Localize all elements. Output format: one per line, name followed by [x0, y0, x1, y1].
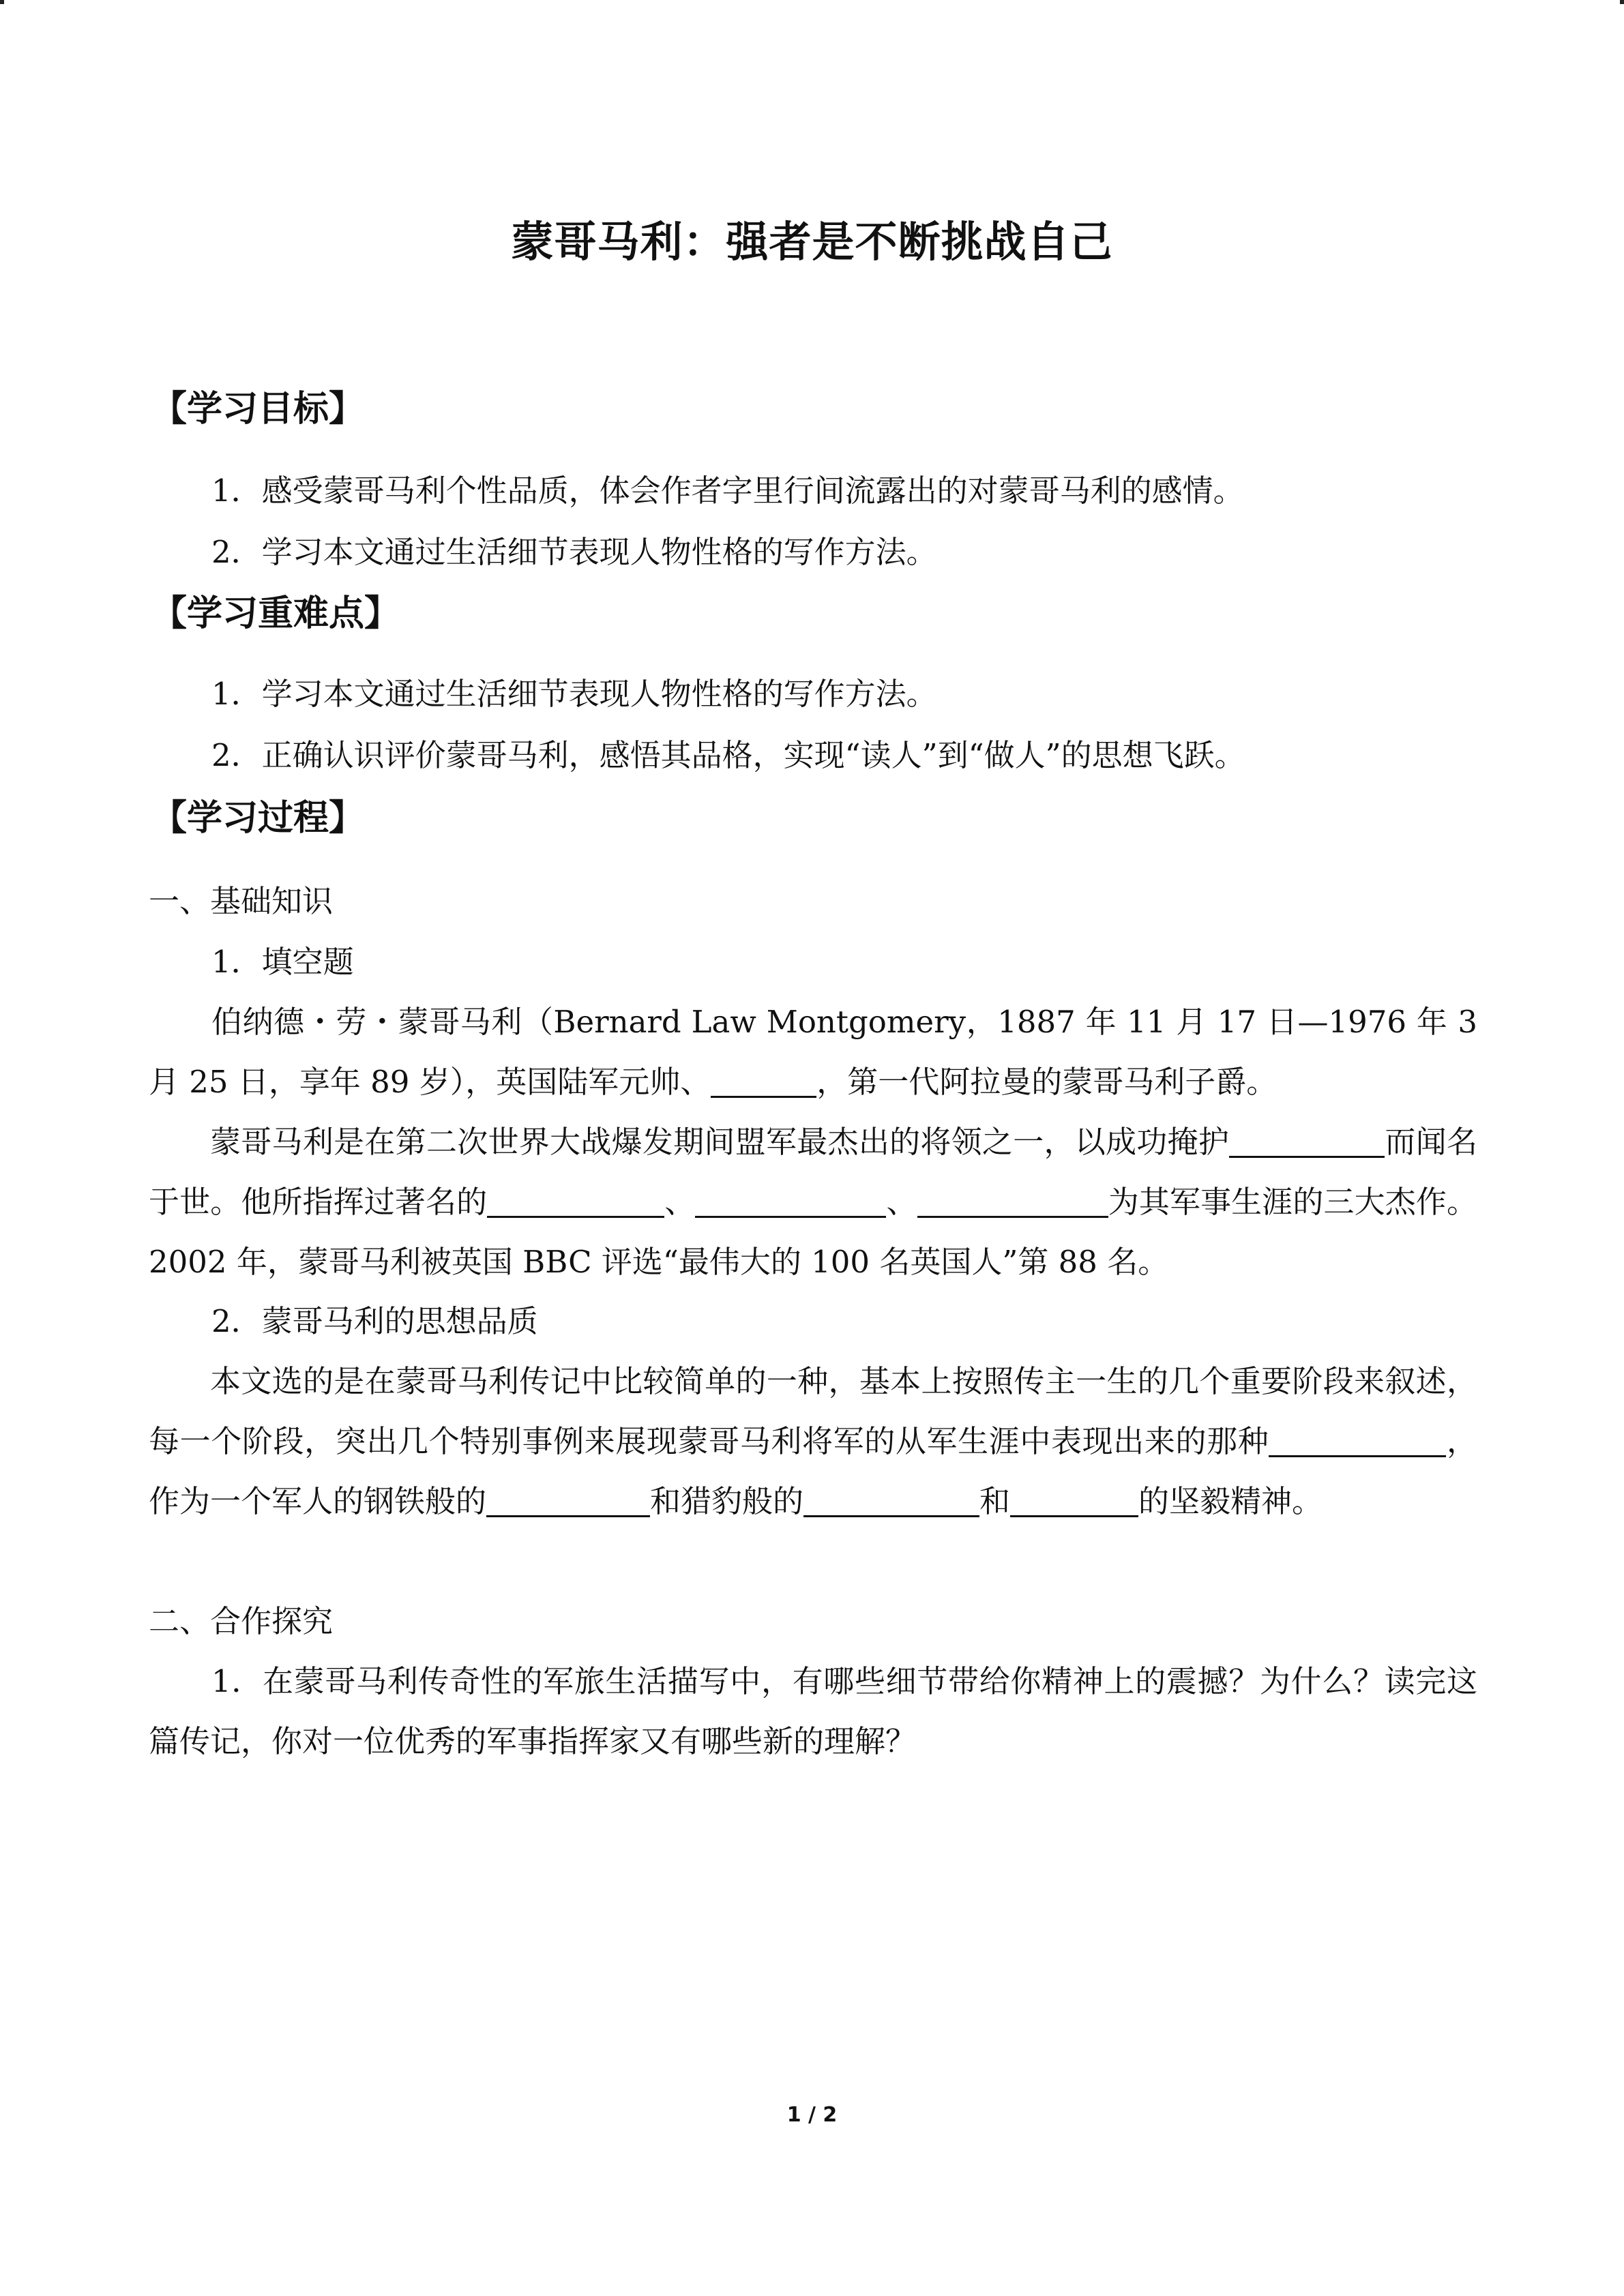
page-title: 蒙哥马利：强者是不断挑战自己: [511, 217, 1113, 267]
page-number: 1 / 2: [786, 2103, 838, 2127]
corner-mark: [1620, 0, 1624, 4]
section-heading-process: 【学习过程】: [151, 798, 365, 839]
answer-blank[interactable]: [917, 1186, 1108, 1218]
corner-mark: [0, 0, 4, 4]
objective-item: 2．学习本文通过生活细节表现人物性格的写作方法。: [211, 534, 937, 570]
question-title-fill-blank: 1．填空题: [211, 944, 354, 980]
key-point-item: 1．学习本文通过生活细节表现人物性格的写作方法。: [211, 676, 937, 712]
section-heading-objectives: 【学习目标】: [151, 389, 365, 430]
answer-blank[interactable]: [487, 1186, 664, 1218]
section-heading-key-points: 【学习重难点】: [151, 593, 400, 634]
paragraph-text: 、: [664, 1184, 696, 1220]
fill-blank-paragraph-1: [149, 992, 1477, 1112]
paragraph-text: 伯纳德・劳・蒙哥马利（Bernard Law Montgomery，1887 年 11 月 17 日—1976 年 3 月 25 日，享年 89 岁），英国陆军元帅、: [149, 1004, 1477, 1100]
paragraph-text: 和猎豹般的: [650, 1483, 804, 1519]
part-title-basics: 一、基础知识: [149, 883, 334, 919]
answer-blank[interactable]: [486, 1485, 650, 1517]
question-title-qualities: 2．蒙哥马利的思想品质: [211, 1303, 538, 1339]
paragraph-text: 的坚毅精神。: [1138, 1483, 1323, 1519]
objective-item: 1．感受蒙哥马利个性品质，体会作者字里行间流露出的对蒙哥马利的感情。: [211, 473, 1244, 509]
answer-blank[interactable]: [695, 1186, 886, 1218]
part-title-cooperative-inquiry: 二、合作探究: [149, 1603, 334, 1639]
paragraph-text: 为其军事生涯的三大杰作。2002 年，蒙哥马利被英国 BBC 评选“最伟大的 100 名英国人”第 88 名。: [149, 1184, 1477, 1280]
key-point-item: 2．正确认识评价蒙哥马利，感悟其品格，实现“读人”到“做人”的思想飞跃。: [211, 737, 1245, 773]
paragraph-text: 、: [886, 1184, 917, 1220]
answer-blank[interactable]: [1269, 1425, 1446, 1457]
paragraph-text: 蒙哥马利是在第二次世界大战爆发期间盟军最杰出的将领之一，以成功掩护: [210, 1124, 1230, 1160]
inquiry-question: 1．在蒙哥马利传奇性的军旅生活描写中，有哪些细节带给你精神上的震撼？为什么？读完这篇传记，你对一位优秀的军事指挥家又有哪些新的理解？: [149, 1663, 1477, 1759]
fill-blank-paragraph-3: [149, 1352, 1477, 1532]
answer-blank[interactable]: [711, 1066, 816, 1098]
paragraph-text: ，第一代阿拉曼的蒙哥马利子爵。: [816, 1064, 1278, 1100]
paragraph-text: ，作为一个军人的钢铁般的: [149, 1423, 1477, 1519]
paragraph-text: 本文选的是在蒙哥马利传记中比较简单的一种，基本上按照传主一生的几个重要阶段来叙述，每一个阶段，突出几个特别事例来展现蒙哥马利将军的从军生涯中表现出来的那种: [149, 1363, 1477, 1459]
fill-blank-paragraph-2: [149, 1112, 1477, 1292]
answer-blank[interactable]: [1229, 1126, 1385, 1158]
paragraph-text: 而闻名于世。他所指挥过著名的: [149, 1124, 1477, 1220]
answer-blank[interactable]: [803, 1485, 979, 1517]
paragraph-text: 和: [979, 1483, 1011, 1519]
answer-blank[interactable]: [1010, 1485, 1138, 1517]
